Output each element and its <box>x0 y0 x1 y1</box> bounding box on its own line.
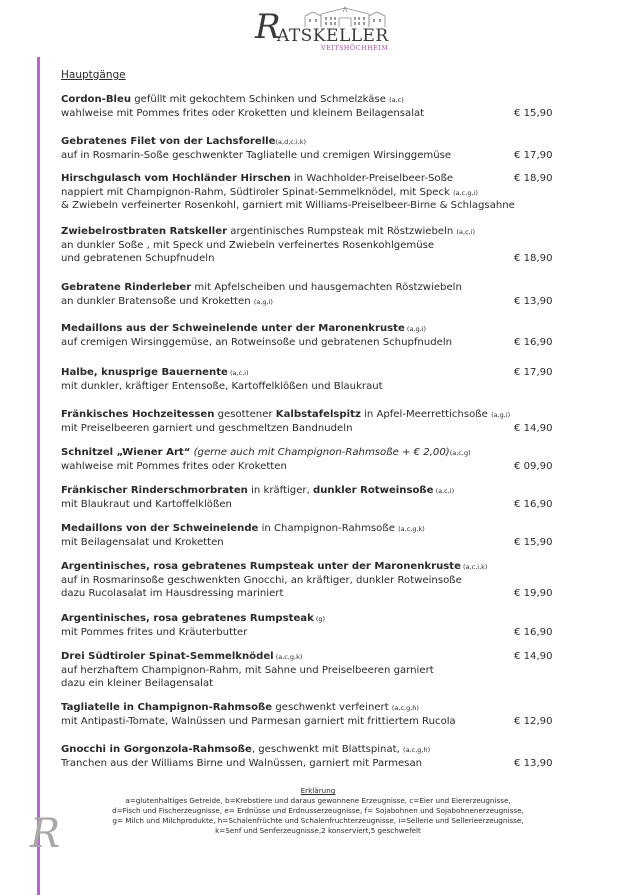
dish-name-part: dunkler Rotweinsoße <box>312 485 434 496</box>
dish-description: wahlweise mit Pommes frites oder Kroketten <box>61 460 287 472</box>
dish-price: € 16,90 <box>514 626 553 638</box>
dish-description: dazu ein kleiner Beilagensalat <box>61 678 214 689</box>
menu-item-description-line <box>61 149 561 163</box>
menu-item-description-line <box>61 252 561 266</box>
allergen-codes: (a,c,g,h) <box>391 704 419 712</box>
dish-description: in kräftiger, <box>247 485 313 496</box>
menu-item-title-line <box>61 172 561 186</box>
dish-description: auf herzhaftem Champignon-Rahm, mit Sahne und Preiselbeeren garniert <box>61 664 434 676</box>
menu-item <box>61 281 561 308</box>
dish-name-part: Kalbstafelspitz <box>275 409 361 420</box>
dish-name: Gnocchi in Gorgonzola-Rahmsoße <box>61 744 252 755</box>
menu-item <box>61 612 561 639</box>
dish-description: mit Blaukraut und Kartoffelklößen <box>61 498 232 510</box>
accent-side-bar <box>37 57 40 895</box>
dish-note: (gerne auch mit Champignon-Rahmsoße + € 2,00) <box>190 447 450 458</box>
dish-name: Schnitzel „Wiener Art“ <box>61 447 191 458</box>
menu-item-title-line <box>61 322 561 336</box>
dish-name: Medaillons von der Schweinelende <box>61 523 259 534</box>
dish-description: auf in Rosmarinsoße geschwenkten Gnocchi, an kräftiger, dunkler Rotweinsoße <box>61 574 462 586</box>
dish-name: Tagliatelle in Champignon-Rahmsoße <box>61 702 273 713</box>
legend-line: a=glutenhaltiges Getreide, b=Krebstiere und daraus gewonnene Erzeugnisse, c=Eier und Eiererzeugnisse, <box>125 796 511 805</box>
menu-item-title-line <box>61 225 561 239</box>
dish-name: Cordon-Bleu <box>61 94 132 105</box>
dish-name: Medaillons aus der Schweinelende unter der Maronenkruste <box>61 323 405 334</box>
menu-item <box>61 172 561 213</box>
menu-item <box>61 93 561 120</box>
dish-price: € 15,90 <box>514 107 553 119</box>
allergen-codes: (a,c) <box>389 96 404 104</box>
dish-description: mit Apfelscheiben und hausgemachten Röstzwiebeln <box>191 282 462 293</box>
menu-item-description-line <box>61 757 561 771</box>
legend-line: g= Milch und Milchprodukte, h=Schalenfrüchte und Schalenfruchterzeugnisse, i=Sellerie und Sellerieerzeugnisse, <box>112 816 524 825</box>
menu-item-description-line <box>61 199 561 213</box>
menu-item-title-line <box>61 522 561 536</box>
dish-name: Drei Südtiroler Spinat-Semmelknödel <box>61 651 274 662</box>
allergen-codes: (a,c,i) <box>433 487 455 495</box>
dish-name: Halbe, knusprige Bauernente <box>61 367 228 378</box>
menu-item-description-line <box>61 498 561 512</box>
allergen-codes: (a,c,g,k) <box>273 653 303 661</box>
dish-description: auf cremigen Wirsinggemüse, an Rotweinsoße und gebratenen Schupfnudeln <box>61 336 453 348</box>
menu-item <box>61 322 561 349</box>
dish-price: € 18,90 <box>514 173 553 184</box>
allergen-codes: (a,c,i,k) <box>460 563 488 571</box>
dish-name: Zwiebelrostbraten Ratskeller <box>61 226 228 237</box>
allergen-codes: (g) <box>313 615 326 623</box>
allergen-codes: (a,c,g,h) <box>403 746 431 754</box>
allergen-legend <box>60 786 576 836</box>
dish-price: € 16,90 <box>514 336 553 348</box>
menu-item-title-line <box>61 446 561 460</box>
allergen-codes: (a,g,i) <box>491 411 511 419</box>
dish-name: Argentinisches, rosa gebratenes Rumpsteak <box>61 613 314 624</box>
dish-description: auf in Rosmarin-Soße geschwenkter Tagliatelle und cremigen Wirsinggemüse <box>61 149 452 161</box>
dish-description: in Wachholder-Preiselbeer-Soße <box>290 173 454 184</box>
footer-logo-initial: R <box>30 811 61 857</box>
menu-item-description-line <box>61 336 561 350</box>
dish-price: € 13,90 <box>514 295 553 307</box>
menu-item-title-line <box>61 408 561 422</box>
dish-description: mit dunkler, kräftiger Entensoße, Kartoffelklößen und Blaukraut <box>61 380 383 392</box>
dish-name: Hirschgulasch vom Hochländer Hirschen <box>61 173 291 184</box>
menu-item-description-line <box>61 422 561 436</box>
allergen-codes: (a,c,i) <box>456 228 476 236</box>
menu-item-title-line <box>61 612 561 626</box>
dish-description: mit Pommes frites und Kräuterbutter <box>61 626 248 638</box>
dish-price: € 13,90 <box>514 757 553 769</box>
dish-description: dazu Rucolasalat im Hausdressing mariniert <box>61 588 284 599</box>
menu-item <box>61 366 561 393</box>
allergen-codes: (a,g,i) <box>253 297 273 306</box>
menu-item <box>61 522 561 549</box>
menu-item-title-line <box>61 281 561 295</box>
dish-name: Gebratenes Filet von der Lachsforelle <box>61 136 276 147</box>
menu-item-description-line <box>61 574 561 588</box>
logo-subtitle: VEITSHÖCHHEIM <box>321 44 389 52</box>
restaurant-logo <box>255 4 395 54</box>
menu-item-title-line <box>61 135 561 149</box>
menu-item-description-line <box>61 380 561 394</box>
menu-item-description-line <box>61 677 561 691</box>
allergen-codes: (a,c,g,k) <box>398 525 425 533</box>
menu-item-title-line <box>61 743 561 757</box>
dish-price: € 19,90 <box>514 588 553 599</box>
menu-item-description-line <box>61 587 561 601</box>
menu-item-description-line <box>61 107 561 121</box>
legend-title: Erklärung <box>300 786 336 795</box>
menu-item <box>61 484 561 511</box>
dish-description: und gebratenen Schupfnudeln <box>61 253 215 264</box>
dish-name: Gebratene Rinderleber <box>61 282 192 293</box>
menu-item-description-line <box>61 295 561 309</box>
dish-price: € 14,90 <box>514 422 553 434</box>
menu-item-title-line <box>61 484 561 498</box>
dish-description: an dunkler Soße , mit Speck und Zwiebeln verfeinertes Rosenkohlgemüse <box>61 239 435 251</box>
menu-item <box>61 701 561 728</box>
menu-item <box>61 650 561 691</box>
menu-item-title-line <box>61 650 561 664</box>
dish-name: Argentinisches, rosa gebratenes Rumpsteak unter der Maronenkruste <box>61 561 461 572</box>
allergen-codes: (a,c,i) <box>227 369 249 377</box>
menu-item-description-line <box>61 186 561 200</box>
menu-item <box>61 408 561 435</box>
dish-price: € 17,90 <box>514 149 553 161</box>
menu-item <box>61 560 561 601</box>
dish-description: nappiert mit Champignon-Rahm, Südtiroler Spinat-Semmelknödel, mit Speck <box>61 186 454 198</box>
dish-description: mit Beilagensalat und Kroketten <box>61 536 224 548</box>
dish-price: € 17,90 <box>514 367 553 378</box>
dish-description: an dunkler Bratensoße und Kroketten <box>61 295 254 307</box>
dish-description: gesottener <box>214 409 276 420</box>
allergen-codes: (a,d,c,i,k) <box>275 138 307 146</box>
dish-description: mit Antipasti-Tomate, Walnüssen und Parmesan garniert mit frittiertem Rucola <box>61 715 456 727</box>
dish-price: € 12,90 <box>514 715 553 727</box>
logo-initial: R <box>255 7 281 47</box>
legend-line: d=Fisch und Fischerzeugnisse, e= Erdnüsse und Erdnusserzeugnisse, f= Sojabohnen und Sojabohnenerzeugnisse, <box>112 806 524 815</box>
allergen-codes: (a,c,g) <box>449 449 471 457</box>
dish-description: in Champignon-Rahmsoße <box>258 523 399 534</box>
dish-description: argentinisches Rumpsteak mit Röstzwiebeln <box>227 226 457 237</box>
menu-item-description-line <box>61 536 561 550</box>
menu-item <box>61 225 561 266</box>
allergen-codes: (a,c,g,i) <box>453 188 478 197</box>
logo-name: ATSKELLER <box>277 26 389 46</box>
dish-description: , geschwenkt mit Blattspinat, <box>251 744 404 755</box>
dish-description: wahlweise mit Pommes frites oder Kroketten und kleinem Beilagensalat <box>61 107 425 119</box>
dish-description: geschwenkt verfeinert <box>272 702 392 713</box>
dish-name: Fränkisches Hochzeitessen <box>61 409 215 420</box>
dish-price: € 18,90 <box>514 253 553 264</box>
dish-description: gefüllt mit gekochtem Schinken und Schmelzkäse <box>131 94 390 105</box>
menu-item <box>61 135 561 162</box>
dish-price: € 15,90 <box>514 536 553 548</box>
dish-price: € 14,90 <box>514 651 553 662</box>
dish-description: mit Preiselbeeren garniert und geschmeltzen Bandnudeln <box>61 422 353 434</box>
menu-item-description-line <box>61 664 561 678</box>
menu-item-title-line <box>61 701 561 715</box>
menu-item-description-line <box>61 715 561 729</box>
dish-description: in Apfel-Meerrettichsoße <box>360 409 492 420</box>
menu-item-description-line <box>61 626 561 640</box>
menu-item <box>61 743 561 770</box>
section-title: Hauptgänge <box>61 69 126 81</box>
menu-item-description-line <box>61 460 561 474</box>
menu-item-title-line <box>61 560 561 574</box>
building-logo-icon <box>303 6 387 28</box>
dish-description: Tranchen aus der Williams Birne und Walnüssen, garniert mit Parmesan <box>61 757 423 769</box>
dish-description: & Zwiebeln verfeinerter Rosenkohl, garniert mit Williams-Preiselbeer-Birne & Schlagsahne <box>61 200 515 211</box>
dish-price: € 16,90 <box>514 498 553 510</box>
menu-item-description-line <box>61 239 561 253</box>
menu-item-title-line <box>61 93 561 107</box>
legend-line: k=Senf und Senferzeugnisse,2 konserviert,5 geschwefelt <box>215 826 421 835</box>
menu-item-title-line <box>61 366 561 380</box>
dish-name: Fränkischer Rinderschmorbraten <box>61 485 248 496</box>
menu-item <box>61 446 561 473</box>
allergen-codes: (a,g,i) <box>404 325 427 333</box>
dish-price: € 09,90 <box>514 460 553 472</box>
